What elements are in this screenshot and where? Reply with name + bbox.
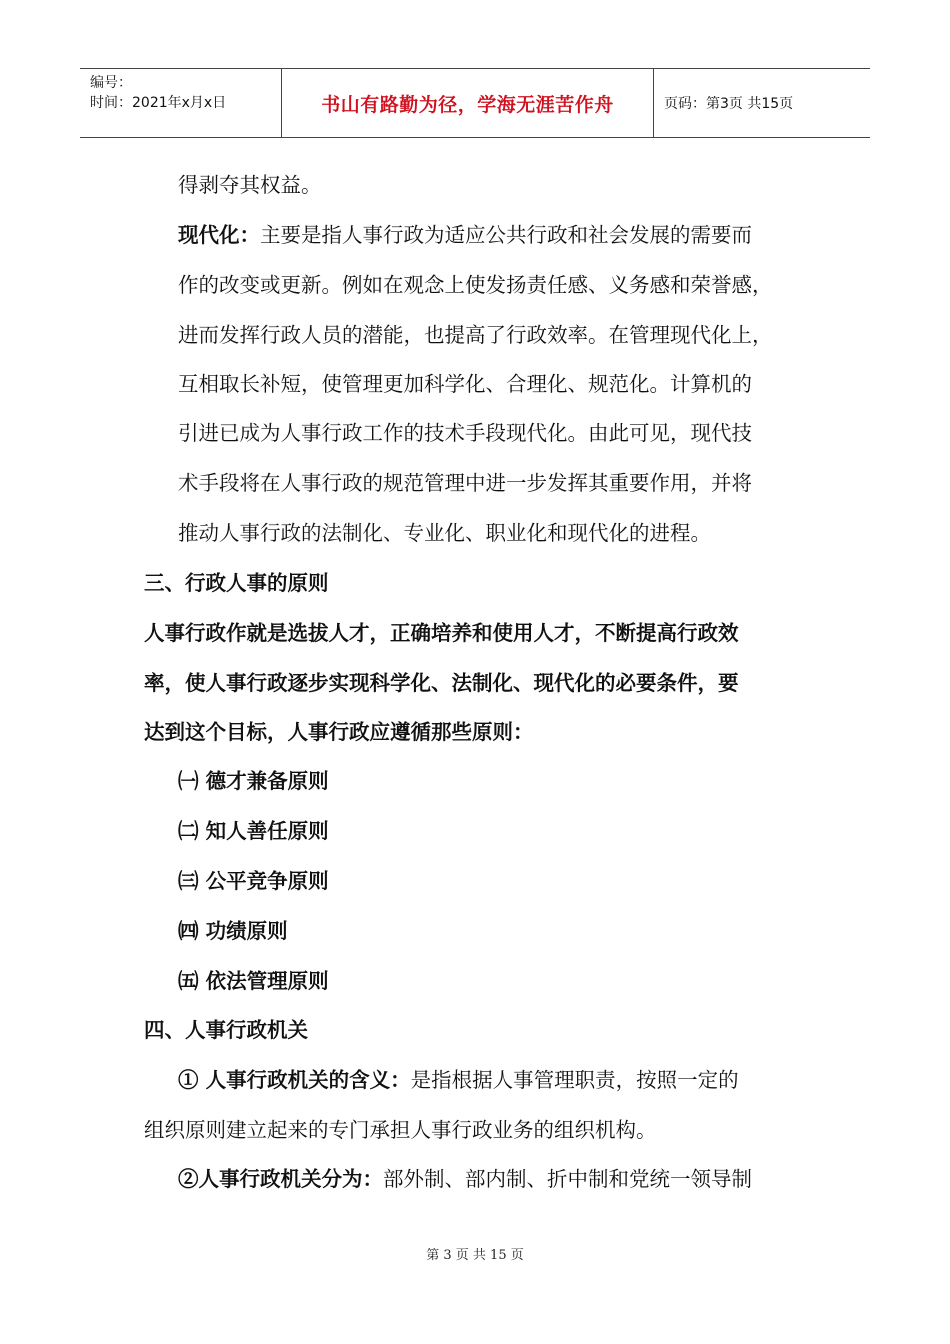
- body-line: [178, 1065, 739, 1095]
- number-label: 编号：: [90, 75, 132, 91]
- principle-item: ㈡ 知人善任原则: [178, 819, 329, 843]
- body-line: [178, 1164, 752, 1194]
- body-line: 进而发挥行政人员的潜能，也提高了行政效率。在管理现代化上，: [178, 323, 773, 347]
- section-heading-4: 四、人事行政机关: [144, 1018, 308, 1042]
- body-line: 引进已成为人事行政工作的技术手段现代化。由此可见，现代技: [178, 421, 752, 445]
- term-definition: ① 人事行政机关的含义：: [178, 1068, 411, 1092]
- principle-item: ㈣ 功绩原则: [178, 919, 288, 943]
- page-footer: 第 3 页 共 15 页: [426, 1248, 524, 1263]
- body-text: 部外制、部内制、折中制和党统一领导制: [383, 1167, 752, 1191]
- header-page-label: 页码：第3页 共15页: [664, 96, 794, 112]
- body-line: 率，使人事行政逐步实现科学化、法制化、现代化的必要条件，要: [144, 671, 739, 695]
- term-classification: ②人事行政机关分为：: [178, 1167, 383, 1191]
- time-label: 时间：2021年x月x日: [90, 95, 227, 111]
- header-motto: 书山有路勤为径，学海无涯苦作舟: [282, 69, 654, 137]
- principle-item: ㈤ 依法管理原则: [178, 969, 329, 993]
- term-modernization: 现代化：: [178, 223, 260, 247]
- principle-item: ㈢ 公平竞争原则: [178, 869, 329, 893]
- body-line: 作的改变或更新。例如在观念上使发扬责任感、义务感和荣誉感，: [178, 273, 773, 297]
- body-line: 人事行政作就是选拔人才，正确培养和使用人才，不断提高行政效: [144, 621, 739, 645]
- body-line: 互相取长补短，使管理更加科学化、合理化、规范化。计算机的: [178, 372, 752, 396]
- body-line: 术手段将在人事行政的规范管理中进一步发挥其重要作用，并将: [178, 471, 752, 495]
- body-line: [178, 220, 752, 250]
- page-header: [80, 68, 870, 138]
- header-meta: [80, 69, 282, 137]
- principle-item: ㈠ 德才兼备原则: [178, 769, 329, 793]
- section-heading-3: 三、行政人事的原则: [144, 571, 329, 595]
- body-text: 是指根据人事管理职责，按照一定的: [410, 1068, 739, 1092]
- body-line: 推动人事行政的法制化、专业化、职业化和现代化的进程。: [178, 521, 711, 545]
- body-line: 得剥夺其权益。: [178, 173, 322, 197]
- body-line: 达到这个目标，人事行政应遵循那些原则：: [144, 720, 534, 744]
- body-line: 组织原则建立起来的专门承担人事行政业务的组织机构。: [144, 1118, 657, 1142]
- body-text: 主要是指人事行政为适应公共行政和社会发展的需要而: [260, 223, 752, 247]
